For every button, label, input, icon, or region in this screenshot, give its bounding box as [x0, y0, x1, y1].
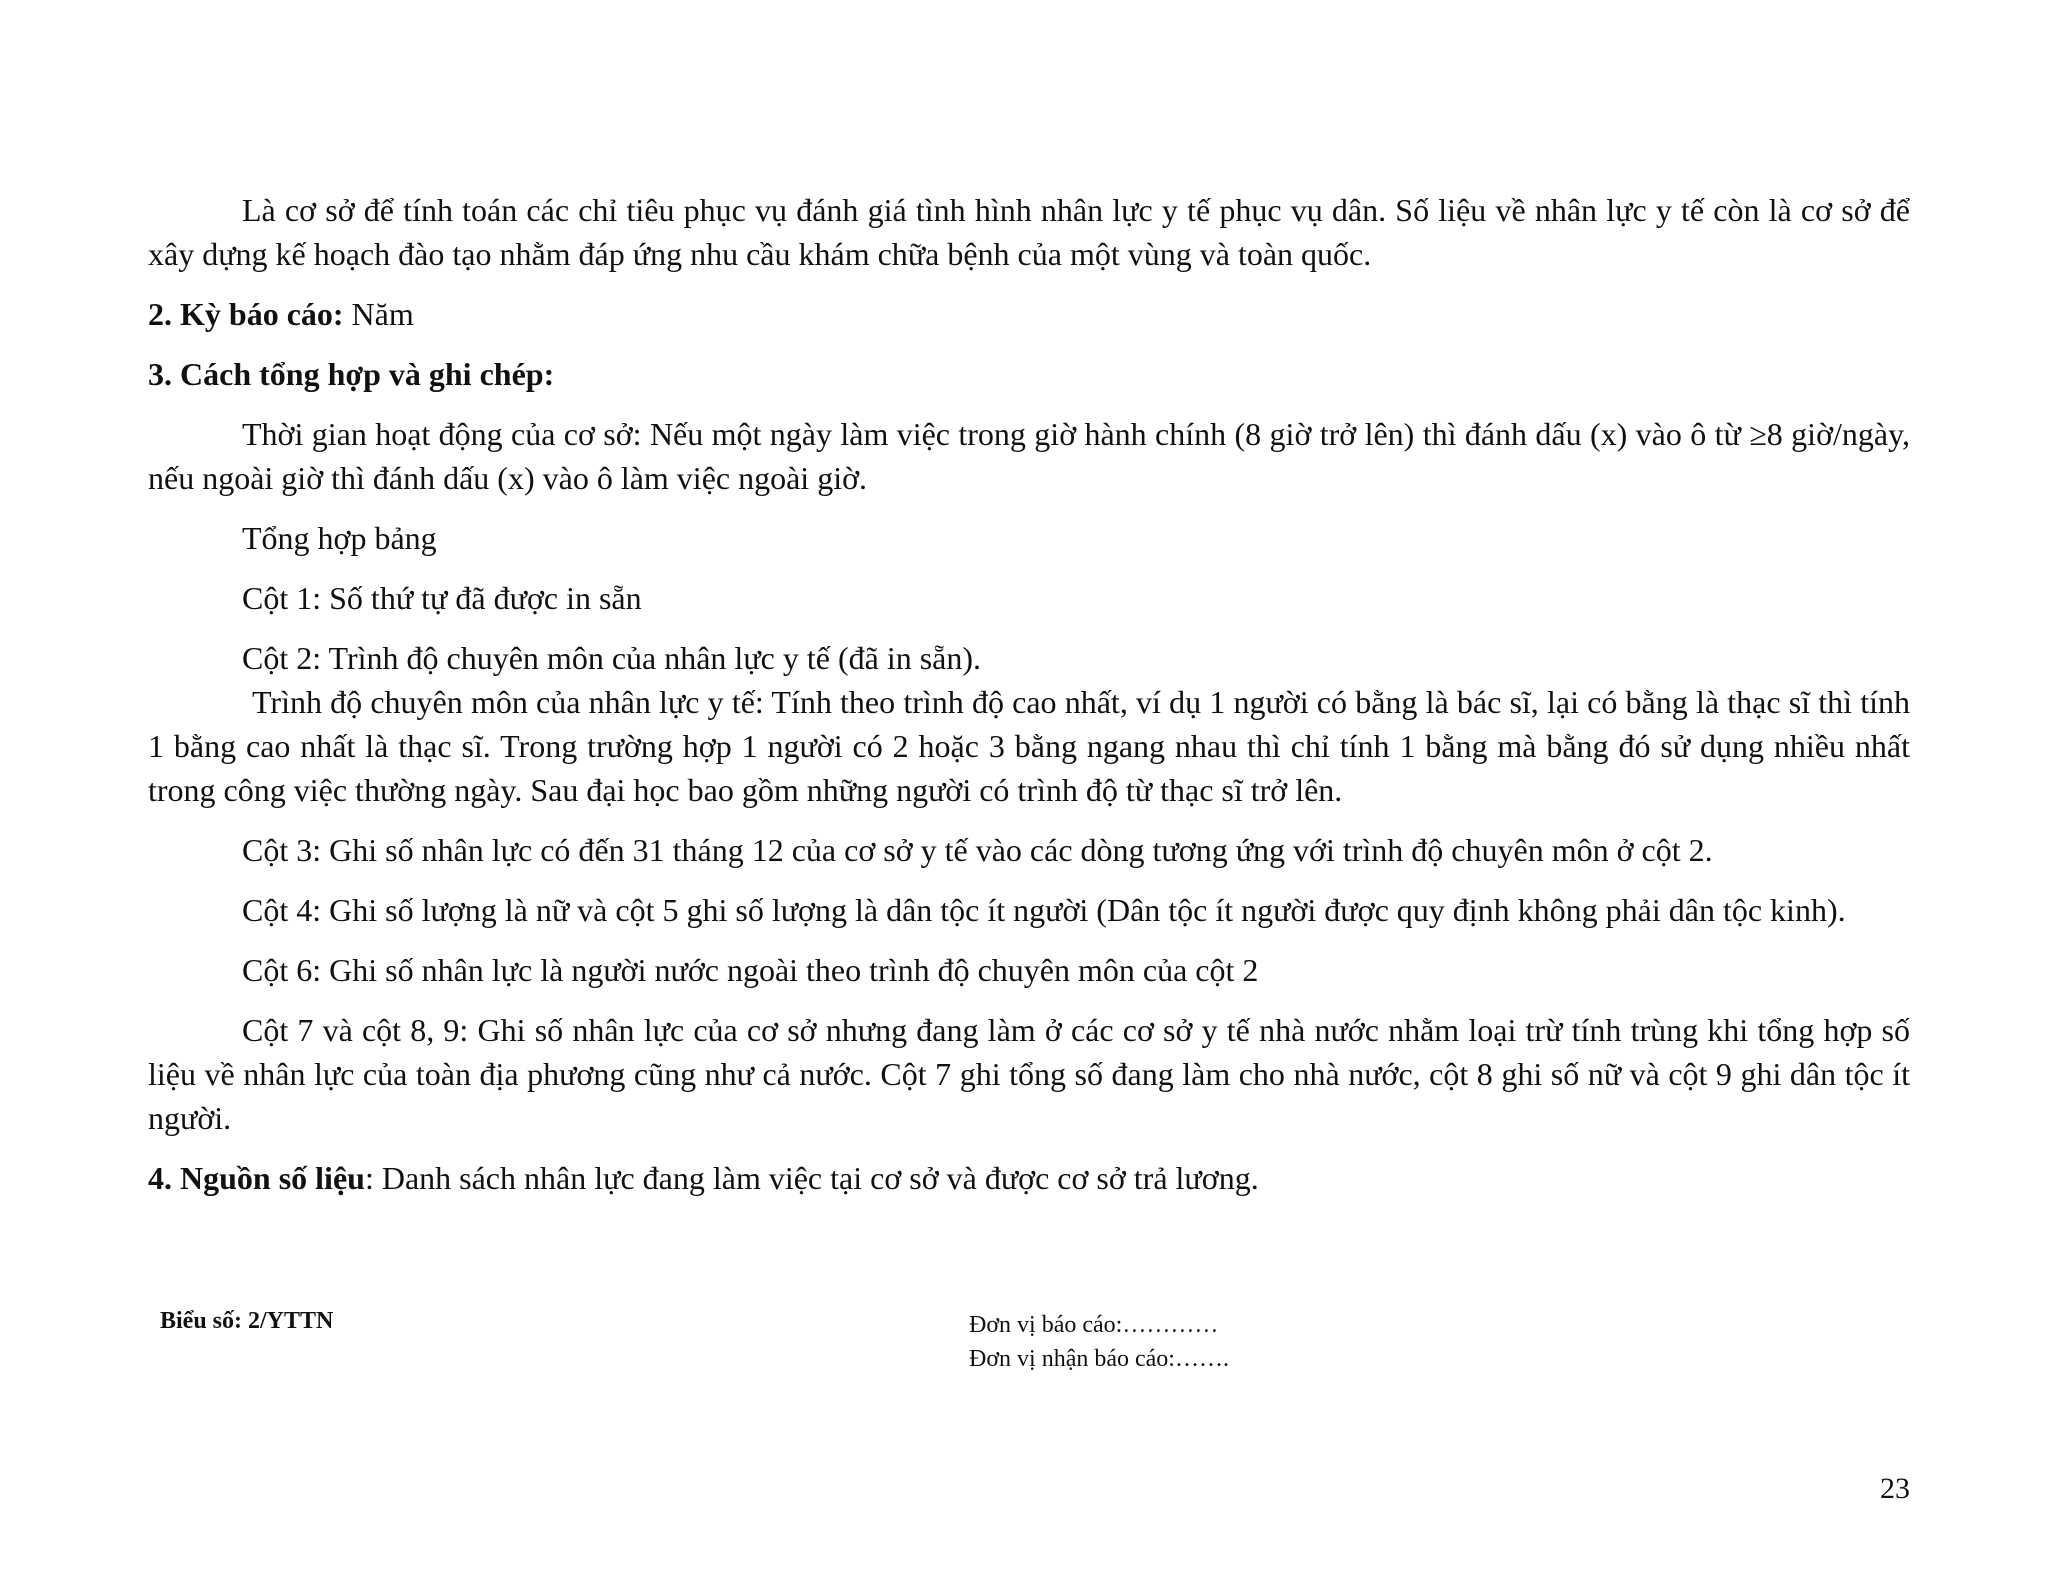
intro-paragraph: Là cơ sở để tính toán các chỉ tiêu phục vụ đánh giá tình hình nhân lực y tế phục vụ dân. Số liệu về nhân lực y tế còn là cơ sở để xây dựng kế hoạch đào tạo nhằm đáp ứng nhu cầu khám chữa bệnh của một vùng và toàn quốc. — [148, 192, 1910, 272]
form-code: Biểu số: 2/YTTN — [160, 1308, 334, 1334]
column-7-8-9-description: Cột 7 và cột 8, 9: Ghi số nhân lực của cơ sở nhưng đang làm ở các cơ sở y tế nhà nước nhằm loại trừ tính trùng khi tổng hợp số liệu về nhân lực của toàn địa phương cũng như cả nước. Cột 7 ghi tổng số đang làm cho nhà nước, cột 8 ghi số nữ và cột 9 ghi dân tộc ít người. — [148, 1012, 1910, 1136]
column-4-5-description: Cột 4: Ghi số lượng là nữ và cột 5 ghi số lượng là dân tộc ít người (Dân tộc ít người được quy định không phải dân tộc kinh). — [242, 892, 1846, 928]
receiving-unit: Đơn vị nhận báo cáo:……. — [969, 1346, 1229, 1372]
page-number: 23 — [1880, 1472, 1910, 1505]
section-4-heading — [148, 1156, 1910, 1200]
column-2-detail: Trình độ chuyên môn của nhân lực y tế: Tính theo trình độ cao nhất, ví dụ 1 người có bằng là bác sĩ, lại có bằng là thạc sĩ thì tính 1 bằng cao nhất là thạc sĩ. Trong trường hợp 1 người có 2 hoặc 3 bằng ngang nhau thì chỉ tính 1 bằng mà bằng đó sử dụng nhiều nhất trong công việc thường ngày. Sau đại học bao gồm những người có trình độ từ thạc sĩ trở lên. — [148, 684, 1910, 808]
column-2-description: Cột 2: Trình độ chuyên môn của nhân lực y tế (đã in sẵn). — [242, 640, 982, 676]
report-units — [969, 1308, 1229, 1376]
section-3-label: 3. Cách tổng hợp và ghi chép: — [148, 356, 555, 392]
section-2-label: 2. Kỳ báo cáo: — [148, 296, 344, 332]
column-3-description: Cột 3: Ghi số nhân lực có đến 31 tháng 12 của cơ sở y tế vào các dòng tương ứng với trình độ chuyên môn ở cột 2. — [242, 832, 1713, 868]
column-1-description: Cột 1: Số thứ tự đã được in sẵn — [242, 580, 642, 616]
section-4-value: : Danh sách nhân lực đang làm việc tại cơ sở và được cơ sở trả lương. — [364, 1160, 1259, 1196]
document-body — [148, 188, 1910, 1216]
section-2-heading — [148, 292, 1910, 336]
section-3-heading — [148, 352, 1910, 396]
section-4-label: 4. Nguồn số liệu — [148, 1160, 365, 1196]
reporting-unit: Đơn vị báo cáo:………… — [969, 1312, 1219, 1338]
section-2-value: Năm — [343, 296, 414, 332]
column-6-description: Cột 6: Ghi số nhân lực là người nước ngoài theo trình độ chuyên môn của cột 2 — [242, 952, 1259, 988]
summary-label: Tổng hợp bảng — [242, 520, 437, 556]
operating-time-paragraph: Thời gian hoạt động của cơ sở: Nếu một ngày làm việc trong giờ hành chính (8 giờ trở lên) thì đánh dấu (x) vào ô từ ≥8 giờ/ngày, nếu ngoài giờ thì đánh dấu (x) vào ô làm việc ngoài giờ. — [148, 416, 1910, 496]
